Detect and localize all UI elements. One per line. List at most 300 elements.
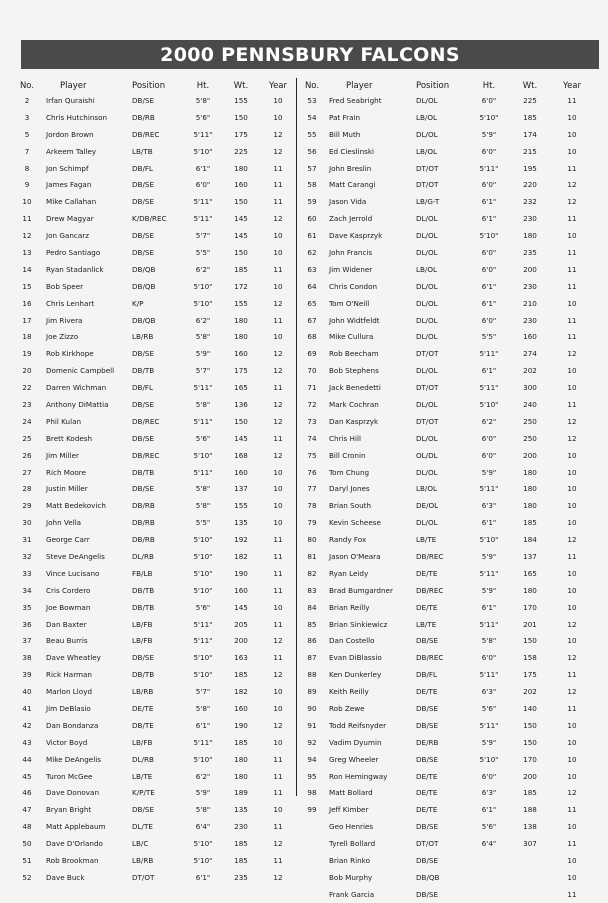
player-name: Vince Lucisano [46,568,100,578]
player-number: 77 [307,484,317,494]
player-height: 5'8" [195,332,211,342]
player-year: 11 [567,281,577,291]
player-weight: 158 [523,653,537,663]
table-row [302,582,602,599]
table-row [302,835,602,852]
player-year: 12 [567,180,577,190]
player-number: 55 [307,129,317,139]
player-name: Brian Rinko [329,856,370,866]
table-row [16,193,299,210]
player-weight: 220 [523,180,537,190]
player-weight: 150 [523,737,537,747]
player-weight: 145 [234,433,248,443]
player-position: LB/OL [416,484,438,494]
player-weight: 180 [523,585,537,595]
player-weight: 137 [523,551,537,561]
player-position: DB/RB [132,112,155,122]
player-weight: 138 [523,822,537,832]
player-position: DB/REC [132,450,160,460]
table-row [302,734,602,751]
player-name: Domenic Campbell [46,366,115,376]
player-weight: 185 [234,737,248,747]
table-row [16,616,299,633]
player-weight: 225 [523,95,537,105]
player-weight: 160 [234,585,248,595]
player-number: 27 [22,467,32,477]
player-number: 24 [22,416,32,426]
player-name: Jason O'Meara [329,551,381,561]
player-name: Ron Hemingway [329,771,388,781]
table-row [16,633,299,650]
player-year: 12 [273,720,283,730]
player-year: 11 [567,315,577,325]
player-number: 65 [307,298,317,308]
player-year: 12 [273,366,283,376]
header-weight: Wt. [522,80,538,91]
player-weight: 200 [234,636,248,646]
table-row [302,717,602,734]
player-height: 5'6" [195,602,211,612]
table-row [302,633,602,650]
table-row [302,886,602,903]
player-name: Bill Muth [329,129,361,139]
table-row [302,345,602,362]
player-year: 10 [567,585,577,595]
player-number: 26 [22,450,32,460]
player-number: 82 [307,568,317,578]
player-name: Drew Magyar [46,214,94,224]
player-name: Jack Benedetti [329,383,381,393]
right-roster-rows [302,92,602,903]
player-position: DL/OL [416,518,438,528]
player-height: 5'8" [195,399,211,409]
player-position: LB/FB [132,619,153,629]
player-position: LB/TB [132,146,153,156]
player-position: DB/QB [132,281,156,291]
player-height: 5'6" [481,822,497,832]
player-number: 28 [22,484,32,494]
player-year: 11 [273,535,283,545]
table-row [302,599,602,616]
table-row [16,244,299,261]
player-year: 11 [273,551,283,561]
table-row [16,497,299,514]
player-number: 89 [307,687,317,697]
table-row [302,379,602,396]
player-number: 86 [307,636,317,646]
player-number: 78 [307,501,317,511]
player-position: DB/SE [132,197,154,207]
player-name: Randy Fox [329,535,367,545]
player-weight: 230 [523,281,537,291]
player-year: 12 [273,839,283,849]
table-row [302,785,602,802]
player-year: 12 [273,349,283,359]
player-position: LB/FB [132,737,153,747]
table-row [16,835,299,852]
player-weight: 185 [523,518,537,528]
player-height: 5'10" [479,231,499,241]
table-row [16,464,299,481]
player-weight: 189 [234,788,248,798]
player-height: 5'11" [193,737,213,747]
player-number: 57 [307,163,317,173]
player-name: Evan DiBlassio [329,653,382,663]
player-name: Chris Hutchinson [46,112,108,122]
player-name: Rob Beecham [329,349,379,359]
player-year: 11 [567,264,577,274]
player-number: 69 [307,349,317,359]
player-weight: 175 [234,129,248,139]
player-year: 11 [567,839,577,849]
player-weight: 190 [234,720,248,730]
player-position: DB/REC [132,129,160,139]
table-row [302,312,602,329]
player-height: 5'11" [193,467,213,477]
player-height: 5'10" [193,754,213,764]
player-name: Pat Frain [329,112,361,122]
table-row [302,244,602,261]
player-year: 10 [567,822,577,832]
player-number: 33 [22,568,32,578]
table-row [16,328,299,345]
player-position: DB/REC [416,551,444,561]
player-weight: 180 [523,501,537,511]
player-height: 5'10" [193,670,213,680]
player-height: 5'8" [481,636,497,646]
player-weight: 182 [234,687,248,697]
header-year: Year [563,80,581,91]
player-number: 84 [307,602,317,612]
player-number: 9 [24,180,30,190]
player-weight: 165 [234,383,248,393]
player-name: Pedro Santiago [46,247,101,257]
player-number: 10 [22,197,32,207]
player-name: John Francis [329,247,373,257]
player-number: 85 [307,619,317,629]
player-weight: 210 [523,298,537,308]
player-weight: 180 [234,315,248,325]
player-height: 5'11" [193,129,213,139]
player-name: Beau Burris [46,636,88,646]
player-weight: 160 [523,332,537,342]
player-position: DL/RB [132,754,154,764]
player-year: 11 [273,856,283,866]
player-number: 39 [22,670,32,680]
player-position: DL/RB [132,551,154,561]
player-number: 31 [22,535,32,545]
table-row [302,92,602,109]
table-row [302,666,602,683]
table-row [302,818,602,835]
player-weight: 180 [523,231,537,241]
player-weight: 230 [523,315,537,325]
player-weight: 180 [234,332,248,342]
player-weight: 160 [234,180,248,190]
player-number: 56 [307,146,317,156]
player-number: 29 [22,501,32,511]
left-roster-column [16,79,299,886]
player-number: 58 [307,180,317,190]
player-position: DB/SE [416,856,438,866]
player-year: 10 [567,501,577,511]
table-row [16,312,299,329]
player-name: Matt Applebaum [46,822,106,832]
player-year: 10 [273,112,283,122]
player-name: Joe Zizzo [46,332,79,342]
player-name: Chris Lenhart [46,298,95,308]
player-weight: 168 [234,450,248,460]
player-position: DL/OL [416,129,438,139]
player-weight: 155 [234,501,248,511]
table-row [302,430,602,447]
player-weight: 200 [523,264,537,274]
player-height: 5'7" [195,366,211,376]
player-position: DT/OT [416,383,439,393]
player-height: 5'11" [193,197,213,207]
player-position: DB/TB [132,467,155,477]
player-name: Ryan Leidy [329,568,369,578]
player-year: 10 [273,281,283,291]
player-name: Mark Cochran [329,399,379,409]
player-number: 18 [22,332,32,342]
player-position: FB/LB [132,568,153,578]
table-row [302,649,602,666]
player-height: 5'11" [479,619,499,629]
player-height: 5'11" [193,619,213,629]
player-year: 10 [567,856,577,866]
player-weight: 274 [523,349,537,359]
player-height: 5'10" [193,839,213,849]
player-year: 11 [273,771,283,781]
player-number: 83 [307,585,317,595]
player-number: 80 [307,535,317,545]
player-name: Greg Wheeler [329,754,379,764]
table-row [16,582,299,599]
player-name: Jon Gancarz [46,231,89,241]
player-position: LB/TE [416,535,437,545]
player-height: 5'10" [479,754,499,764]
player-weight: 184 [523,535,537,545]
player-name: Brett Kodesh [46,433,93,443]
player-height: 5'6" [195,433,211,443]
player-height: 6'4" [481,839,497,849]
player-position: K/DB/REC [132,214,167,224]
player-height: 5'11" [479,720,499,730]
player-position: DB/RB [132,501,155,511]
player-name: Vadim Dyumin [329,737,382,747]
player-name: Zach Jerrold [329,214,373,224]
table-row [302,261,602,278]
player-position: LB/G-T [416,197,440,207]
player-height: 5'11" [479,349,499,359]
player-year: 11 [273,315,283,325]
player-year: 10 [567,146,577,156]
player-position: DL/OL [416,231,438,241]
player-name: Jim Rivera [46,315,83,325]
player-height: 5'10" [193,585,213,595]
player-height: 5'7" [195,231,211,241]
player-position: DB/SE [416,636,438,646]
player-year: 12 [567,687,577,697]
player-weight: 160 [234,349,248,359]
table-row [302,447,602,464]
player-height: 5'10" [479,535,499,545]
player-name: Dan Kasprzyk [329,416,379,426]
header-year: Year [269,80,287,91]
player-year: 12 [273,146,283,156]
player-weight: 174 [523,129,537,139]
player-number: 74 [307,433,317,443]
player-weight: 307 [523,839,537,849]
player-name: Fred Seabright [329,95,382,105]
player-year: 10 [567,231,577,241]
player-year: 12 [567,788,577,798]
player-position: DB/TB [132,670,155,680]
player-name: Tyrell Bollard [329,839,376,849]
player-number: 15 [22,281,32,291]
player-number: 71 [307,383,317,393]
player-number: 92 [307,737,317,747]
table-row [302,464,602,481]
player-name: Matt Carangi [329,180,376,190]
table-row [302,126,602,143]
player-weight: 200 [523,450,537,460]
player-weight: 180 [234,163,248,173]
table-row [16,565,299,582]
player-weight: 300 [523,383,537,393]
player-name: Bob Murphy [329,872,373,882]
player-name: Dan Baxter [46,619,87,629]
player-name: Bryan Bright [46,805,92,815]
player-weight: 150 [234,112,248,122]
table-row [16,396,299,413]
player-number: 70 [307,366,317,376]
player-weight: 180 [523,467,537,477]
player-number: 30 [22,518,32,528]
player-year: 12 [273,872,283,882]
player-number: 95 [307,771,317,781]
player-number: 72 [307,399,317,409]
player-position: LB/RB [132,332,154,342]
player-weight: 195 [523,163,537,173]
right-header-row [302,79,602,92]
player-weight: 192 [234,535,248,545]
player-name: Rob Zewe [329,704,365,713]
player-year: 10 [567,467,577,477]
player-height: 5'8" [195,501,211,511]
player-year: 11 [273,754,283,764]
player-height: 6'3" [481,501,497,511]
table-row [16,227,299,244]
player-height: 6'1" [481,197,497,207]
player-number: 64 [307,281,317,291]
player-year: 12 [567,197,577,207]
player-number: 99 [307,805,317,815]
player-number: 47 [22,805,32,815]
player-name: Matt Bedekovich [46,501,106,511]
player-position: DL/OL [416,298,438,308]
table-row [16,345,299,362]
player-height: 5'6" [481,704,497,713]
player-weight: 235 [523,247,537,257]
player-year: 11 [273,433,283,443]
player-position: DL/OL [416,467,438,477]
player-number: 13 [22,247,32,257]
player-height: 6'2" [481,416,497,426]
player-name: Brian South [329,501,372,511]
player-year: 12 [273,129,283,139]
player-weight: 165 [523,568,537,578]
table-row [302,683,602,700]
table-row [302,514,602,531]
player-position: DB/SE [132,231,154,241]
table-row [16,447,299,464]
player-year: 10 [273,484,283,494]
player-weight: 180 [234,771,248,781]
table-row [16,261,299,278]
player-name: John Vella [46,518,82,528]
table-row [302,869,602,886]
player-number: 44 [22,754,32,764]
table-row [302,565,602,582]
player-height: 6'2" [195,264,211,274]
player-year: 10 [273,231,283,241]
player-height: 5'9" [481,737,497,747]
player-weight: 185 [523,788,537,798]
player-number: 67 [307,315,317,325]
table-row [16,430,299,447]
player-position: LB/TE [132,771,153,781]
player-weight: 240 [523,399,537,409]
player-height: 6'1" [481,214,497,224]
table-row [302,480,602,497]
player-height: 5'10" [193,281,213,291]
player-number: 60 [307,214,317,224]
player-height: 6'1" [481,366,497,376]
player-number: 34 [22,585,32,595]
player-height: 6'0" [195,180,211,190]
player-weight: 188 [523,805,537,815]
player-height: 6'0" [481,653,497,663]
player-name: Keith Reilly [329,687,369,697]
player-position: DT/OT [132,872,155,882]
player-name: John Breslin [329,163,372,173]
table-row [302,751,602,768]
player-position: DL/OL [416,95,438,105]
player-year: 12 [273,214,283,224]
player-number: 81 [307,551,317,561]
player-weight: 235 [234,872,248,882]
player-year: 11 [567,670,577,680]
player-number: 61 [307,231,317,241]
player-height: 5'11" [193,383,213,393]
player-position: DB/REC [416,585,444,595]
player-weight: 170 [523,602,537,612]
player-year: 10 [567,129,577,139]
player-weight: 150 [523,636,537,646]
player-name: Todd Reifsnyder [329,720,387,730]
table-row [302,210,602,227]
player-number: 75 [307,450,317,460]
player-position: DT/OT [416,349,439,359]
player-position: DB/TB [132,602,155,612]
header-position: Position [132,80,166,91]
table-row [16,160,299,177]
player-height: 6'1" [195,720,211,730]
player-weight: 135 [234,518,248,528]
player-height: 5'11" [479,670,499,680]
